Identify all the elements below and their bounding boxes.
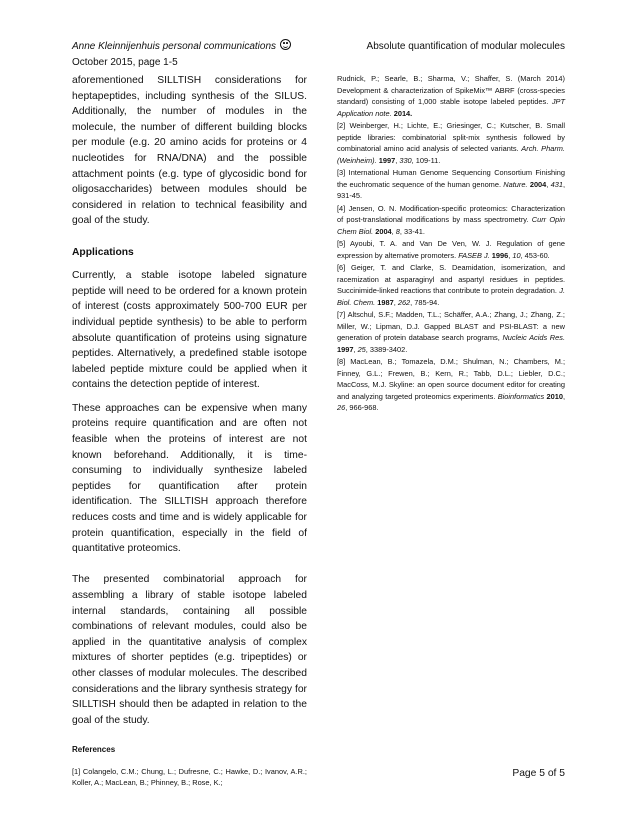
page-header-left	[72, 39, 291, 71]
reference-7: [7] Altschul, S.F.; Madden, T.L.; Schäffer, A.A.; Zhang, J.; Zhang, Z.; Miller, W.; Lipman, D.J. Gapped BLAST and PSI-BLAST: a new generation of protein database search programs, Nucleic Acids Res. 1997, 25, 3389-3402.	[337, 310, 565, 354]
heading-applications: Applications	[72, 246, 134, 258]
heading-references: References	[72, 744, 116, 754]
paragraph-combinatorial: The presented combinatorial approach for assembling a library of stable isotope labeled internal standards, containing all possible combinations of relevant modules, could also be applied in the quantitative analysis of complex mixtures of shorter peptides (e.g. tripeptides) or other classes of modular molecules. The described considerations and the library synthesis strategy for SILLTISH should then be adapted in relation to the goal of the study.	[72, 574, 307, 726]
paragraph-current-approach: Currently, a stable isotope labeled signature peptide will need to be ordered for a known protein of interest (costs approximately 500-700 EUR per individual peptide synthesis) to be able to perform absolute quantification of proteins using signature peptides. Alternatively, a predefined stable isotope labeled peptide mixture could be applied when it contains the detection peptide of interest.	[72, 270, 307, 391]
reference-8: [8] MacLean, B.; Tomazela, D.M.; Shulman, N.; Chambers, M.; Finney, G.L.; Frewen, B.; Kern, R.; Tabb, D.L.; Liebler, D.C.; MacCoss, M.J. Skyline: an open source document editor for creating and analyzing targeted proteomics experiments. Bioinformatics 2010, 26, 966-968.	[337, 357, 565, 412]
right-column	[337, 73, 565, 415]
smiley-icon	[280, 39, 291, 50]
paragraph-cost: These approaches can be expensive when many proteins require quantification and are often not feasible when the proteins of interest are not known beforehand. Additionally, it is time-consuming to individually synthesize labeled peptides for quantification after protein identification. The SILLTISH approach therefore reduces costs and time and is widely applicable for protein quantification, especially in the field of quantitative proteomics.	[72, 402, 307, 555]
paragraph-considerations: aforementioned SILLTISH considerations for heptapeptides, including synthesis of the SILUS. Additionally, the number of modules in the molecule, the number of different building blocks per module (e.g. 20 amino acids for proteins or 4 nucleotides for RNA/DNA) and the possible attachment points (e.g. type of glycosidic bond for oligosaccharides) between modules should be considered in relation to technical feasibility and goal of the study.	[72, 75, 307, 227]
header-date: October 2015, page 1-5	[72, 57, 178, 68]
reference-1-continued: Rudnick, P.; Searle, B.; Sharma, V.; Shaffer, S. (March 2014) Development & characterization of SpikeMix™ ABRF (cross-species standard) consisting of 1,000 stable isotope labeled peptides. JPT Application note. 2014.	[337, 74, 565, 118]
reference-3: [3] International Human Genome Sequencing Consortium Finishing the euchromatic sequence of the human genome. Nature. 2004, 431, 931-45.	[337, 168, 566, 200]
reference-4: [4] Jensen, O. N. Modification-specific proteomics: Characterization of post-translational modifications by mass spectrometry. Curr Opin Chem Biol. 2004, 8, 33-41.	[337, 203, 565, 236]
reference-2: [2] Weinberger, H.; Lichte, E.; Griesinger, C.; Kutscher, B. Small peptide libraries: combinatorial split-mix synthesis followed by combinatorial amino acid analysis of selected variants. Arch. Pharm. (Weinheim). 1997, 330, 109-11.	[337, 121, 565, 165]
reference-1: [1] Colangelo, C.M.; Chung, L.; Dufresne, C.; Hawke, D.; Ivanov, A.R.; Koller, A.; MacLean, B.; Phinney, B.; Rose, K.;	[72, 766, 307, 788]
reference-5: [5] Ayoubi, T. A. and Van De Ven, W. J. Regulation of gene expression by alternative promoters. FASEB J. 1996, 10, 453-60.	[337, 239, 565, 260]
header-title: Absolute quantification of modular molecules	[366, 41, 565, 52]
reference-6: [6] Geiger, T. and Clarke, S. Deamidation, isomerization, and racemization at asparaginyl and aspartyl residues in peptides. Succinimide-linked reactions that contribute to protein degradation. J. Biol. Chem. 1987, 262, 785-94.	[337, 263, 566, 307]
page-number: Page 5 of 5	[512, 768, 565, 779]
header-author: Anne Kleinnijenhuis personal communications	[72, 41, 277, 52]
left-column	[72, 73, 307, 790]
